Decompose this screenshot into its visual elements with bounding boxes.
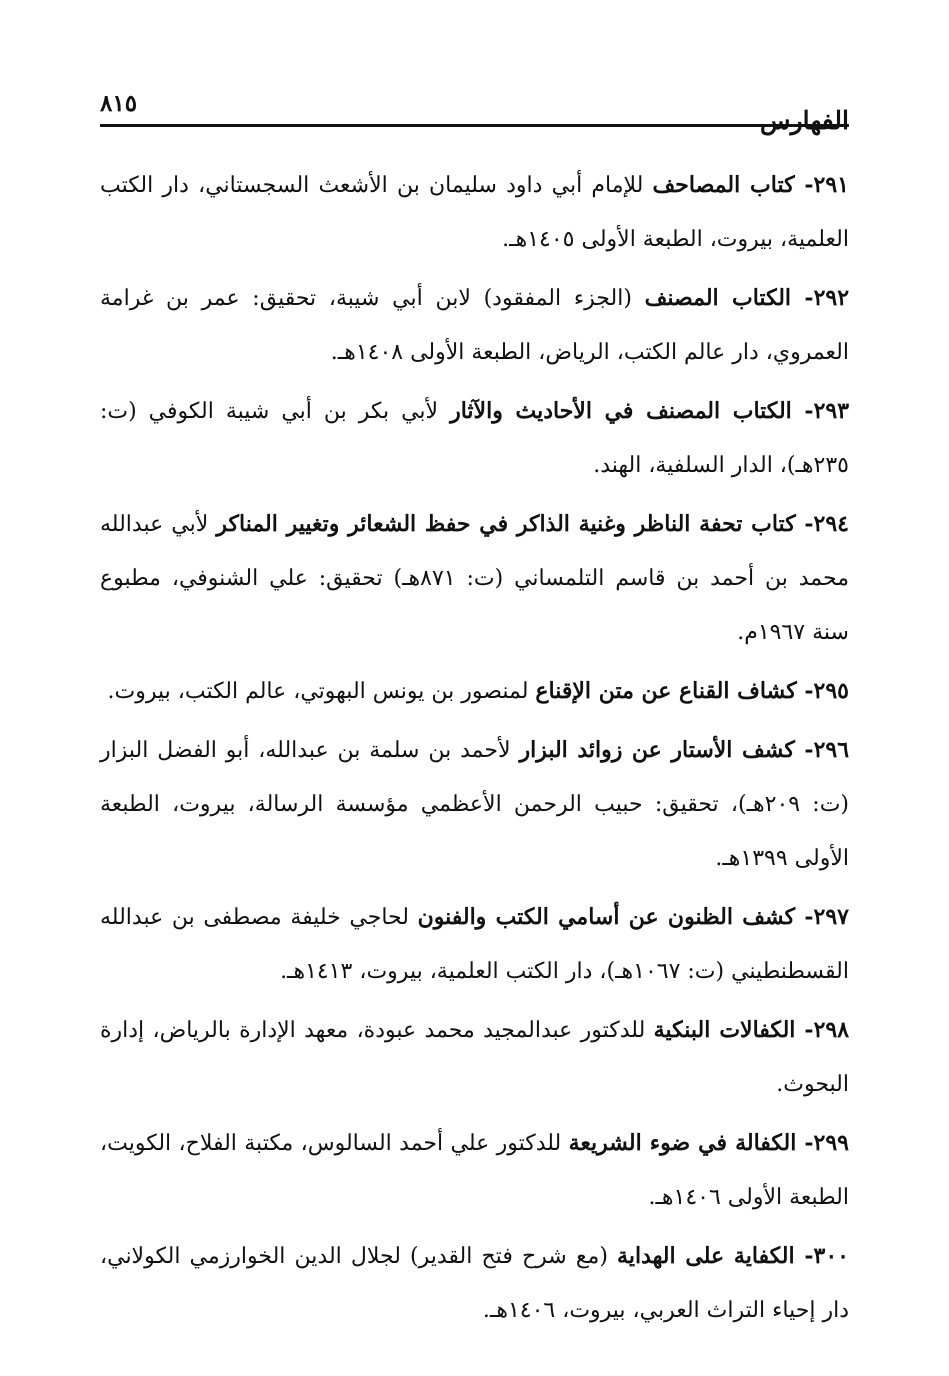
bibliography-entry <box>100 158 849 267</box>
entry-details: للإمام أبي داود سليمان بن الأشعث السجستاني، دار الكتب العلمية، بيروت، الطبعة الأولى ١٤٠٥هـ. <box>100 173 849 252</box>
bibliography-entry <box>100 271 849 380</box>
entry-number: ٢٩٧- <box>795 904 849 930</box>
entry-title: كتاب تحفة الناظر وغنية الذاكر في حفظ الشعائر وتغيير المناكر <box>216 511 796 537</box>
entry-details: لأبي عبدالله محمد بن أحمد بن قاسم التلمساني (ت: ٨٧١هـ) تحقيق: علي الشنوفي، مطبوع سنة ١٩٦٧م. <box>100 512 850 645</box>
entry-details: للدكتور علي أحمد السالوس، مكتبة الفلاح، الكويت، الطبعة الأولى ١٤٠٦هـ. <box>100 1131 849 1210</box>
entry-title: الكفالات البنكية <box>653 1017 796 1043</box>
entry-title: الكفالة في ضوء الشريعة <box>568 1130 797 1156</box>
entry-title: كشف الظنون عن أسامي الكتب والفنون <box>417 904 796 930</box>
bibliography-entry <box>100 664 849 719</box>
entry-details: لأبي بكر بن أبي شيبة الكوفي (ت: ٢٣٥هـ)، الدار السلفية، الهند. <box>100 399 849 478</box>
bibliography-list <box>100 158 849 1338</box>
entry-details: (الجزء المفقود) لابن أبي شيبة، تحقيق: عمر بن غرامة العمروي، دار عالم الكتب، الرياض، الطبعة الأولى ١٤٠٨هـ. <box>100 286 849 365</box>
bibliography-entry <box>100 890 849 999</box>
entry-title: كشاف القناع عن متن الإقناع <box>535 678 797 704</box>
header-rule <box>100 124 849 127</box>
bibliography-entry <box>100 384 849 493</box>
bibliography-entry <box>100 1116 849 1225</box>
entry-title: كشف الأستار عن زوائد البزار <box>519 737 795 763</box>
entry-title: كتاب المصاحف <box>652 172 795 198</box>
entry-details: لحاجي خليفة مصطفى بن عبدالله القسطنطيني (ت: ١٠٦٧هـ)، دار الكتب العلمية، بيروت، ١٤١٣هـ. <box>100 905 849 984</box>
entry-title: الكتاب المصنف <box>644 285 792 311</box>
entry-number: ٢٩٢- <box>791 285 850 311</box>
section-title: الفهارس <box>760 106 849 135</box>
entry-title: الكتاب المصنف في الأحاديث والآثار <box>450 398 792 424</box>
entry-number: ٣٠٠- <box>794 1243 849 1269</box>
entry-number: ٢٩٥- <box>796 678 849 704</box>
bibliography-entry <box>100 723 849 886</box>
entry-title: الكفاية على الهداية <box>617 1243 795 1269</box>
bibliography-entry <box>100 1229 849 1338</box>
entry-number: ٢٩٣- <box>791 398 850 424</box>
entry-number: ٢٩١- <box>794 172 849 198</box>
entry-number: ٢٩٤- <box>795 511 849 537</box>
entry-details: للدكتور عبدالمجيد محمد عبودة، معهد الإدارة بالرياض، إدارة البحوث. <box>100 1018 849 1097</box>
entry-number: ٢٩٦- <box>794 737 850 763</box>
bibliography-entry <box>100 1003 849 1112</box>
entry-number: ٢٩٨- <box>795 1017 850 1043</box>
entry-details: (مع شرح فتح القدير) لجلال الدين الخوارزمي الكولاني، دار إحياء التراث العربي، بيروت، ١٤٠٦هـ. <box>100 1244 849 1323</box>
entry-details: لمنصور بن يونس البهوتي، عالم الكتب، بيروت. <box>107 679 536 704</box>
page-header <box>100 88 849 148</box>
bibliography-entry <box>100 497 849 660</box>
page-number: ٨١٥ <box>100 90 138 117</box>
entry-details: لأحمد بن سلمة بن عبدالله، أبو الفضل البزار (ت: ٢٠٩هـ)، تحقيق: حبيب الرحمن الأعظمي مؤسسة الرسالة، بيروت، الطبعة الأولى ١٣٩٩هـ. <box>100 738 849 871</box>
entry-number: ٢٩٩- <box>796 1130 849 1156</box>
